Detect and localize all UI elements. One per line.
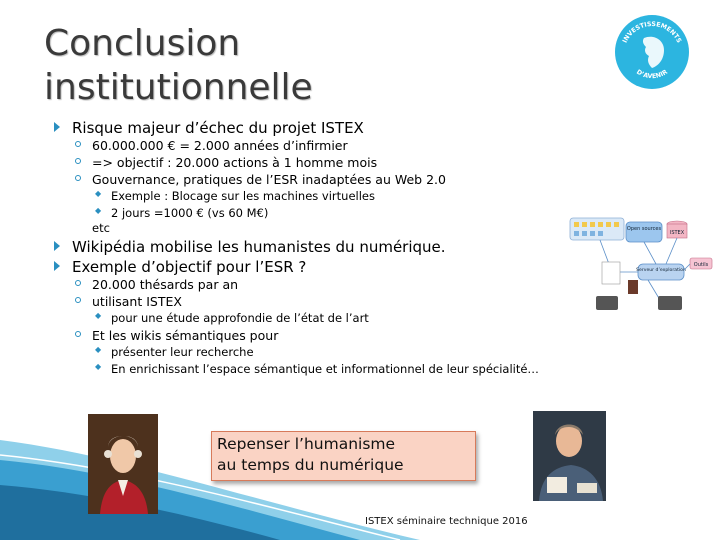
diagram-label-istex: ISTEX bbox=[669, 230, 685, 236]
circle-bullet-icon bbox=[75, 175, 81, 181]
diagram-label-outils: Outils bbox=[693, 262, 709, 268]
bullet-text: 60.000.000 € = 2.000 années d’infirmier bbox=[92, 138, 348, 153]
circle-bullet-icon bbox=[75, 141, 81, 147]
bullet-item bbox=[72, 238, 446, 256]
bullet-text: utilisant ISTEX bbox=[92, 294, 182, 309]
diderot-portrait bbox=[533, 411, 606, 501]
diamond-bullet-icon: ◆ bbox=[95, 311, 102, 320]
diagram-label-serveur: Serveur d’exploration bbox=[636, 268, 686, 273]
humanism-callout bbox=[211, 431, 476, 481]
slide-title bbox=[44, 22, 464, 110]
bullet-item bbox=[95, 311, 369, 325]
logo-text-top: INVESTISSEMENTS bbox=[621, 20, 683, 45]
slide-footer: ISTEX séminaire technique 2016 bbox=[365, 516, 528, 527]
circle-bullet-icon bbox=[75, 297, 81, 303]
bullet-text: En enrichissant l’espace sémantique et informationnel de leur spécialité… bbox=[111, 362, 539, 376]
circle-bullet-icon bbox=[75, 280, 81, 286]
arrow-bullet-icon bbox=[54, 241, 60, 251]
arrow-bullet-icon bbox=[54, 261, 60, 271]
bullet-item bbox=[72, 258, 306, 276]
bullet-item bbox=[92, 155, 377, 170]
bullet-text: Et les wikis sémantiques pour bbox=[92, 328, 279, 343]
title-line-1: Conclusion bbox=[44, 23, 241, 64]
bullet-text: etc bbox=[92, 221, 110, 235]
logo-text-bottom: D’AVENIR bbox=[635, 68, 669, 81]
bullet-item bbox=[92, 294, 182, 309]
diamond-bullet-icon: ◆ bbox=[95, 345, 102, 354]
circle-bullet-icon bbox=[75, 331, 81, 337]
callout-line-1: Repenser l’humanisme bbox=[217, 435, 396, 453]
bullet-text: présenter leur recherche bbox=[111, 345, 254, 359]
bullet-text: Exemple d’objectif pour l’ESR ? bbox=[72, 258, 307, 276]
bullet-text: 20.000 thésards par an bbox=[92, 277, 239, 292]
diagram-label-open-sources: Open sources bbox=[626, 226, 662, 232]
bullet-item bbox=[92, 172, 446, 187]
circle-bullet-icon bbox=[75, 158, 81, 164]
diamond-bullet-icon: ◆ bbox=[95, 362, 102, 371]
bullet-text: 2 jours =1000 € (vs 60 M€) bbox=[111, 206, 269, 220]
investissements-avenir-logo bbox=[614, 14, 690, 90]
bullet-item bbox=[95, 189, 375, 203]
diamond-bullet-icon: ◆ bbox=[95, 206, 102, 215]
bullet-text: Exemple : Blocage sur les machines virtuelles bbox=[111, 189, 375, 203]
bullet-item bbox=[95, 345, 254, 359]
arrow-bullet-icon bbox=[54, 122, 60, 132]
diamond-bullet-icon: ◆ bbox=[95, 189, 102, 198]
mozart-portrait bbox=[88, 414, 158, 514]
bullet-text: Gouvernance, pratiques de l’ESR inadaptées au Web 2.0 bbox=[92, 172, 446, 187]
istex-architecture-diagram bbox=[560, 210, 715, 315]
bullet-item bbox=[92, 138, 348, 153]
bullet-item bbox=[95, 362, 539, 376]
bullet-item bbox=[72, 119, 364, 137]
bullet-item bbox=[92, 277, 238, 292]
bullet-text: pour une étude approfondie de l’état de l’art bbox=[111, 311, 369, 325]
bullet-item bbox=[95, 206, 269, 220]
bullet-item bbox=[92, 328, 278, 343]
callout-line-2: au temps du numérique bbox=[217, 456, 404, 474]
bullet-item bbox=[92, 221, 110, 235]
bullet-text: Risque majeur d’échec du projet ISTEX bbox=[72, 119, 364, 137]
bullet-text: => objectif : 20.000 actions à 1 homme mois bbox=[92, 155, 378, 170]
title-line-2: institutionnelle bbox=[44, 67, 313, 108]
people-icons bbox=[596, 296, 682, 310]
bullet-text: Wikipédia mobilise les humanistes du numérique. bbox=[72, 238, 446, 256]
